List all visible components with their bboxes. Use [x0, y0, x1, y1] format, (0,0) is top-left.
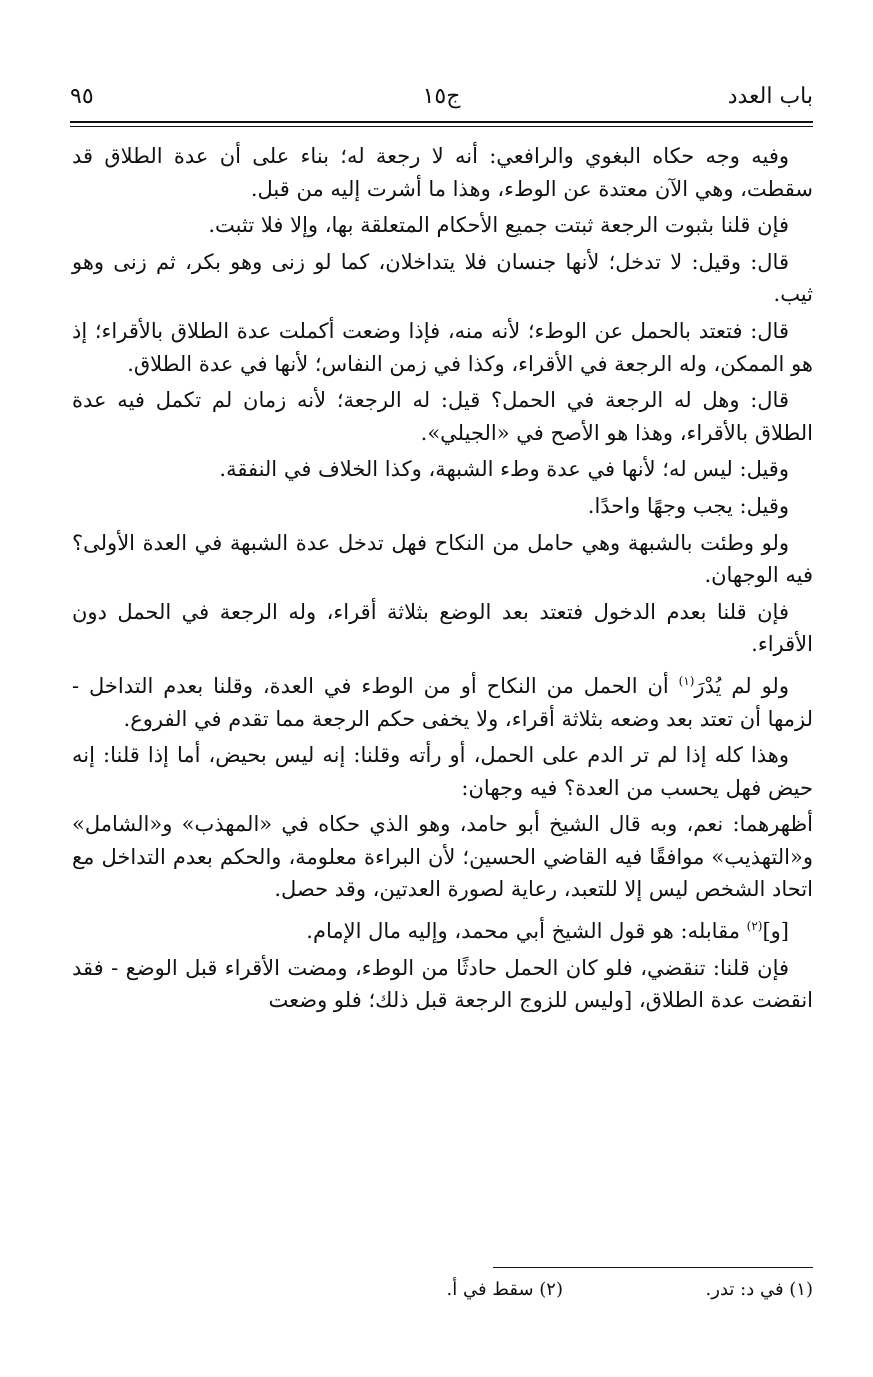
paragraph-8: ولو وطئت بالشبهة وهي حامل من النكاح فهل تدخل عدة الشبهة في العدة الأولى؟ فيه الوجهان.	[72, 530, 813, 588]
footnotes	[300, 1275, 813, 1311]
main-text	[72, 140, 813, 1021]
header-rule-thin	[70, 126, 813, 127]
footnote-ref-1: (١)	[678, 673, 695, 688]
paragraph-13-prefix: [و]	[762, 919, 789, 944]
chapter-title: باب العدد	[727, 84, 813, 109]
volume-label: ج١٥	[422, 84, 461, 109]
paragraph-10	[72, 665, 813, 735]
page-number: ٩٥	[70, 84, 94, 109]
paragraph-10-start: ولو لم يُدْرَ	[694, 673, 789, 698]
paragraph-5: قال: وهل له الرجعة في الحمل؟ قيل: له الرجعة؛ لأنه زمان لم تكمل فيه عدة الطلاق بالأقراء، وهذا هو الأصح في «الجيلي».	[72, 388, 813, 445]
paragraph-7: وقيل: يجب وجهًا واحدًا.	[587, 493, 789, 518]
paragraph-12: أظهرهما: نعم، وبه قال الشيخ أبو حامد، وهو الذي حكاه في «المهذب» و«الشامل» و«التهذيب» موافقًا فيه القاضي الحسين؛ لأن البراءة معلومة، والحكم بعدم التداخل مع اتحاد الشخص ليس إلا للتعبد، رعاية لصورة العدتين، وقد حصل.	[72, 812, 813, 902]
paragraph-11: وهذا كله إذا لم تر الدم على الحمل، أو رأته وقلنا: إنه ليس بحيض، أما إذا قلنا: إنه حيض فهل يحسب من العدة؟ فيه وجهان:	[72, 743, 813, 800]
running-header	[70, 82, 813, 116]
paragraph-13	[72, 910, 813, 948]
footnote-divider	[493, 1267, 813, 1268]
paragraph-13-text: مقابله: هو قول الشيخ أبي محمد، وإليه مال الإمام.	[306, 919, 740, 944]
paragraph-6: وقيل: ليس له؛ لأنها في عدة وطء الشبهة، وكذا الخلاف في النفقة.	[219, 457, 789, 482]
paragraph-14: فإن قلنا: تنقضي، فلو كان الحمل حادثًا من الوطء، ومضت الأقراء قبل الوضع - فقد انقضت عدة الطلاق، [وليس للزوج الرجعة قبل ذلك؛ فلو وضعت	[72, 955, 813, 1013]
footnote-2: (٢) سقط في أ.	[446, 1279, 563, 1300]
header-rule-thick	[70, 121, 813, 123]
paragraph-2: فإن قلنا بثبوت الرجعة ثبتت جميع الأحكام المتعلقة بها، وإلا فلا تثبت.	[208, 213, 789, 238]
paragraph-3: قال: وقيل: لا تدخل؛ لأنها جنسان فلا يتداخلان، كما لو زنى وهو بكر، ثم زنى وهو ثيب.	[72, 249, 813, 307]
paragraph-10-rest: أن الحمل من النكاح أو من الوطء في العدة، وقلنا بعدم	[163, 673, 669, 698]
paragraph-9: فإن قلنا بعدم الدخول فتعتد بعد الوضع بثلاثة أقراء، وله الرجعة في الحمل دون الأقراء.	[72, 599, 813, 657]
footnote-1: (١) في د: تدر.	[705, 1279, 813, 1300]
footnote-ref-2: (٢)	[746, 919, 763, 934]
paragraph-4: قال: فتعتد بالحمل عن الوطء؛ لأنه منه، فإذا وضعت أكملت عدة الطلاق بالأقراء؛ إذ هو الممكن، وله الرجعة في الأقراء، وكذا في زمن النفاس؛ لأنها في عدة الطلاق.	[72, 318, 813, 376]
paragraph-10-end: التداخل - لزمها أن تعتد بعد وضعه بثلاثة أقراء، ولا يخفى حكم الرجعة مما تقدم في الفروع.	[72, 673, 813, 731]
paragraph-1: وفيه وجه حكاه البغوي والرافعي: أنه لا رجعة له؛ بناء على أن عدة الطلاق قد سقطت، وهي الآن معتدة عن الوطء، وهذا ما أشرت إليه من قبل.	[72, 144, 813, 201]
